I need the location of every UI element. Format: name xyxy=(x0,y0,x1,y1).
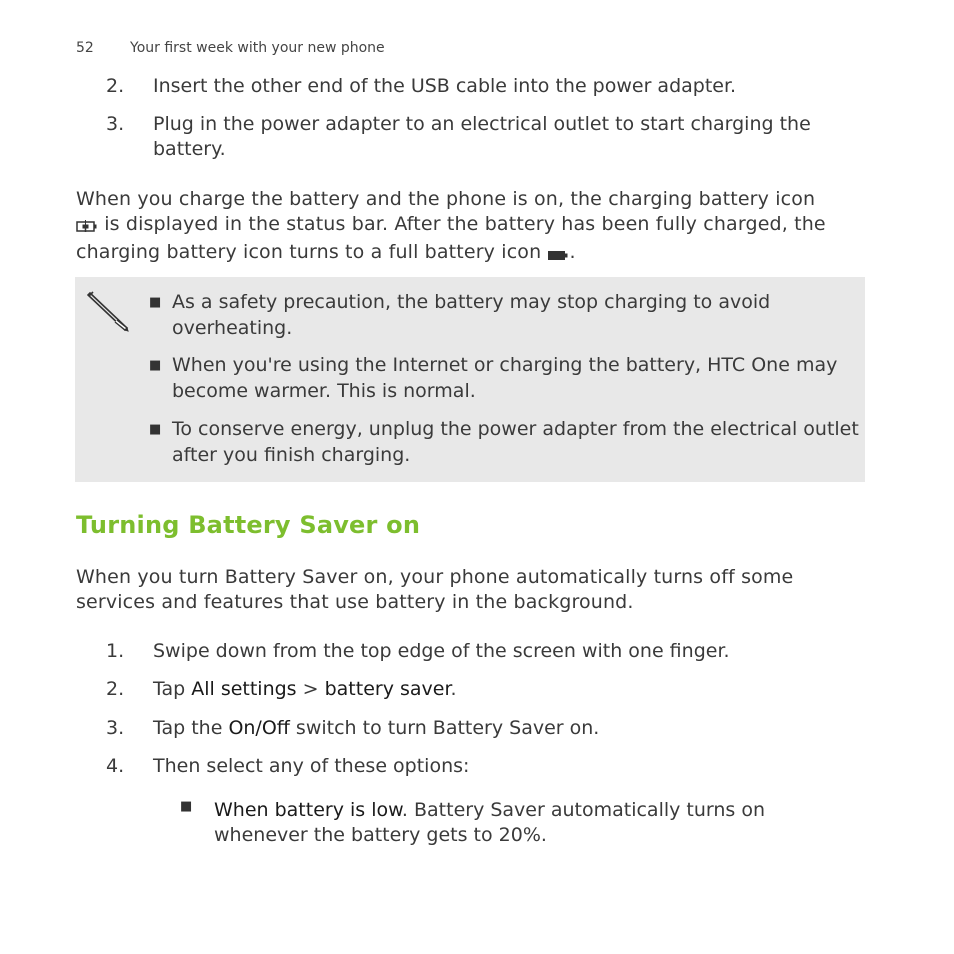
step-text-pre: Tap the xyxy=(153,717,229,739)
charging-paragraph xyxy=(76,187,836,268)
bullet-marker: ■ xyxy=(149,358,162,373)
step-number: 3. xyxy=(106,717,125,739)
step-text: Insert the other end of the USB cable into the power adapter. xyxy=(153,75,737,97)
pencil-icon xyxy=(87,290,129,336)
step-text: Then select any of these options: xyxy=(153,755,470,777)
step-text-mid: > xyxy=(296,678,325,700)
bullet-marker: ■ xyxy=(149,295,162,310)
note-bullet: When you're using the Internet or charging the battery, HTC One may become warmer. This is normal. xyxy=(172,354,838,402)
charging-text-3: . xyxy=(569,241,576,263)
running-title: Your first week with your new phone xyxy=(130,40,385,56)
step-number: 2. xyxy=(106,678,125,700)
option-item xyxy=(214,798,864,848)
option-description: . Battery Saver automatically turns on whenever the battery gets to 20%. xyxy=(214,799,766,846)
menu-all-settings: All settings xyxy=(191,678,297,700)
step-number: 3. xyxy=(106,113,125,135)
charging-text-1: When you charge the battery and the phone is on, the charging battery icon xyxy=(76,188,816,210)
step-text xyxy=(153,677,853,702)
step-text-pre: Tap xyxy=(153,678,192,700)
charging-battery-icon xyxy=(76,215,98,240)
step-number: 1. xyxy=(106,640,125,662)
section-intro: When you turn Battery Saver on, your phone automatically turns off some services and features that use battery in the background. xyxy=(76,566,794,613)
step-number: 2. xyxy=(106,75,125,97)
step-text-post: switch to turn Battery Saver on. xyxy=(289,717,600,739)
step-number: 4. xyxy=(106,755,125,777)
full-battery-icon xyxy=(547,243,569,268)
step-text xyxy=(153,716,853,741)
bullet-marker: ■ xyxy=(149,422,162,437)
switch-on-off-label: On/Off xyxy=(228,717,290,739)
note-box xyxy=(75,277,865,482)
page-number: 52 xyxy=(76,40,94,56)
note-bullet: To conserve energy, unplug the power adapter from the electrical outlet after you finish charging. xyxy=(172,418,859,466)
option-when-battery-low: When battery is low xyxy=(214,799,402,821)
step-text: Swipe down from the top edge of the screen with one finger. xyxy=(153,640,730,662)
charging-text-2: is displayed in the status bar. After the battery has been fully charged, the charging battery icon turns to a full battery icon xyxy=(76,213,826,263)
step-text-post: . xyxy=(450,678,457,700)
section-heading: Turning Battery Saver on xyxy=(76,511,421,539)
menu-battery-saver: battery saver xyxy=(324,678,451,700)
note-bullet: As a safety precaution, the battery may stop charging to avoid overheating. xyxy=(172,291,771,339)
bullet-marker: ■ xyxy=(180,799,193,814)
step-text: Plug in the power adapter to an electrical outlet to start charging the battery. xyxy=(153,113,811,160)
page-header xyxy=(76,40,385,56)
